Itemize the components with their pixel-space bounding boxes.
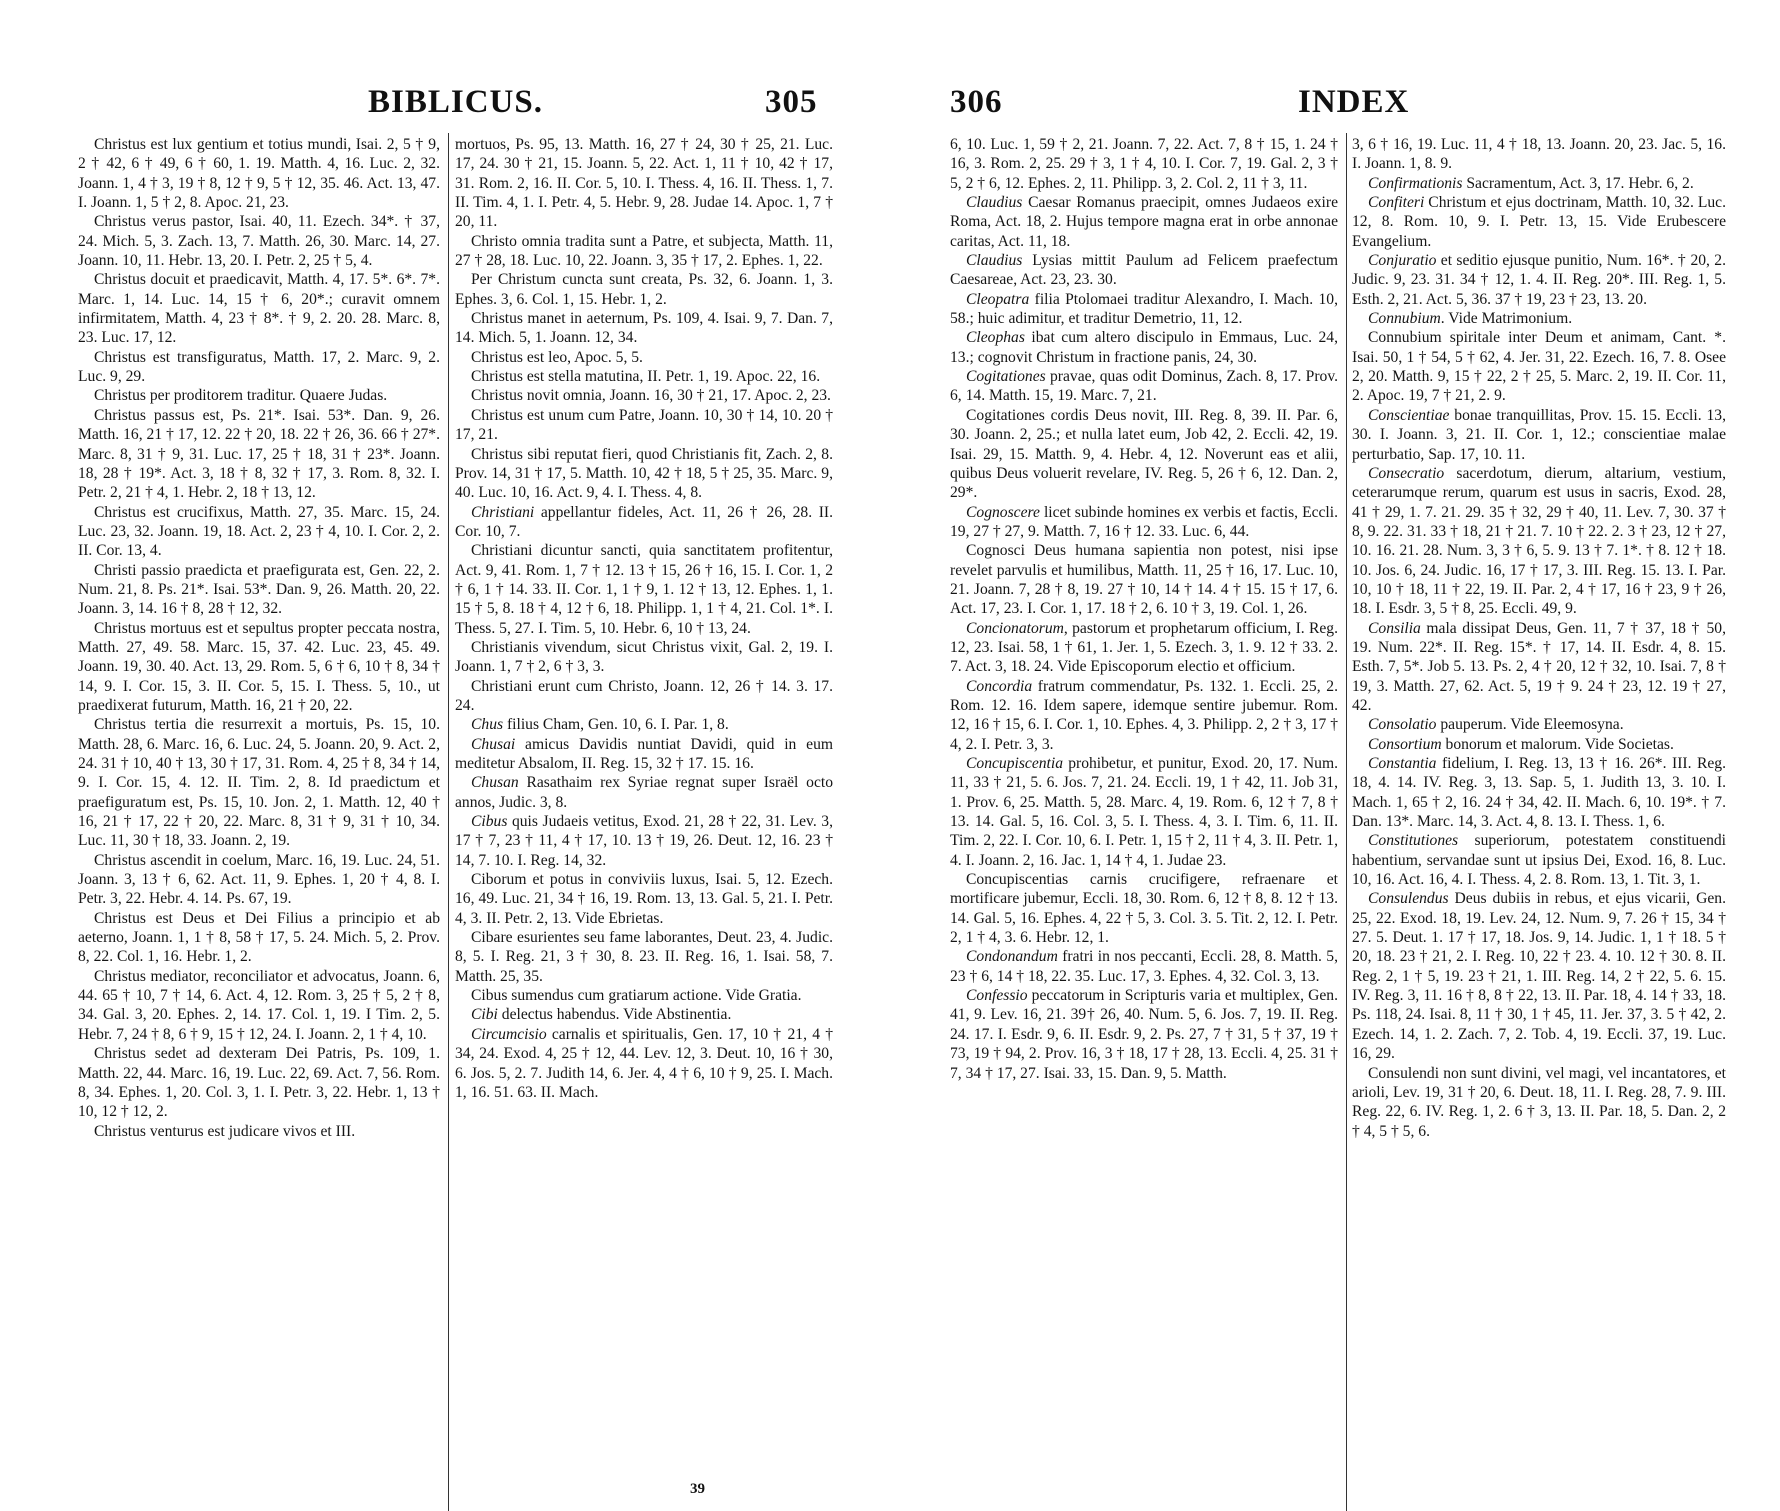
entry-text: Ciborum et potus in conviviis luxus, Isai. 5, 12. Ezech. 16, 49. Luc. 21, 34 † 16, 19. Rom. 13, 13. Gal. 5, 21. I. Petr. 4, 3. II. Petr. 2, 13. Vide Ebrietas. — [455, 871, 833, 927]
entry-lemma: Confessio — [966, 987, 1028, 1005]
index-entry — [78, 619, 440, 716]
index-entry — [455, 348, 833, 367]
entry-lemma: Chus — [471, 716, 504, 734]
entry-lemma: Consecratio — [1368, 464, 1445, 482]
entry-text: Rasathaim rex Syriae regnat super Israël octo annos, Judic. 3, 8. — [455, 774, 833, 811]
entry-lemma: Constitutiones — [1368, 832, 1459, 850]
index-entry — [455, 1025, 833, 1102]
index-entry — [78, 406, 440, 503]
entry-text: filia Ptolomaei traditur Alexandro, I. Mach. 10, 58.; huic adimitur, et traditur Demetrio, 11, 12. — [950, 290, 1338, 328]
entry-lemma: Cibus — [471, 813, 508, 831]
entry-text: Christus sedet ad dexteram Dei Patris, Ps. 109, 1. Matth. 22, 44. Marc. 16, 19. Luc. 22, 69. Act. 7, 56. Rom. 8, 34. Ephes. 1, 20. Col. 3, 1. I. Petr. 3, 22. Hebr. 1, 13 † 10, 12 † 12, 2. — [78, 1045, 440, 1121]
entry-text: Connubium spiritale inter Deum et animam, Cant. *. Isai. 50, 1 † 54, 5 † 62, 4. Jer. 31, 22. Ezech. 16, 7. 8. Osee 2, 20. Matth. 9, 15 † 22, 2 † 25, 5. Marc. 2, 19. II. Cor. 11, 2. Apoc. 19, 7 † 21, 2. 9. — [1352, 329, 1726, 405]
index-entry — [455, 270, 833, 309]
entry-lemma: Consortium — [1368, 735, 1442, 753]
entry-text: appellantur fideles, Act. 11, 26 † 26, 28. II. Cor. 10, 7. — [455, 503, 833, 540]
entry-text: mortuos, Ps. 95, 13. Matth. 16, 27 † 24, 30 † 25, 21. Luc. 17, 24. 30 † 21, 15. Joann. 5, 22. Act. 1, 11 † 10, 42 † 17, 31. Rom. 2, 16. II. Cor. 5, 10. I. Thess. 4, 16. II. Thess. 1, 7. II. Tim. 4, 1. I. Petr. 4, 5. Hebr. 9, 28. Judae 14. Apoc. 1, 7 † 20, 11. — [455, 136, 833, 231]
column-rule — [448, 133, 449, 1511]
index-entry — [455, 503, 833, 542]
left-column-2 — [455, 135, 833, 1435]
entry-text: Cognosci Deus humana sapientia non potest, nisi ipse revelet parvulis et humilibus, Matth. 11, 25 † 16, 17. Luc. 10, 21. Joann. 7, 28 † 8, 19. 27 † 10, 14 † 14. 4 † 15. 15 † 17, 6. Act. 17, 23. I. Cor. 1, 17. 18 † 2, 6. 10 † 3, 19. Col. 1, 26. — [950, 542, 1338, 618]
entry-text: sacerdotum, dierum, altarium, vestium, ceterarumque rerum, quarum est usus in sacris, Exod. 28, 41 † 29, 1. 7. 21. 29. 35 † 32, 29 † 40, 11. Lev. 7, 30. 37 † 8, 9. 22. 31. 33 † 18, 21 † 21. 7. 10 † 22. 2. 3 † 23, 12 † 27, 10. 16. 21. 28. Num. 3, 3 † 6, 5. 9. 13 † 7. 1*. † 8. 12 † 18. 10. Jos. 6, 24. Judic. 16, 17 † 17, 3. III. Reg. 15. 13. I. Par. 10, 10 † 18, 11 † 22, 19. II. Par. 2, 4 † 17, 16 † 23, 9 † 26, 18. I. Esdr. 3, 5 † 8, 25. Eccli. 49, 9. — [1352, 464, 1726, 618]
entry-lemma: Confirmationis — [1368, 174, 1463, 192]
entry-text: Christus manet in aeternum, Ps. 109, 4. Isai. 9, 7. Dan. 7, 14. Mich. 5, 1. Joann. 12, 34. — [455, 310, 833, 347]
entry-text: Christiani erunt cum Christo, Joann. 12, 26 † 14. 3. 17. 24. — [455, 677, 833, 714]
signature-mark: 39 — [690, 1481, 705, 1497]
index-entry — [455, 638, 833, 677]
entry-lemma: Constantia — [1368, 755, 1437, 772]
entry-text: Consulendi non sunt divini, vel magi, vel incantatores, et arioli, Lev. 19, 31 † 20, 6. Deut. 18, 11. I. Reg. 28, 7. 9. III. Reg. 22, 6. IV. Reg. 1, 2. 6 † 3, 13. II. Par. 18, 5. Dan. 2, 2 † 4, 5 † 5, 6. — [1352, 1064, 1726, 1140]
index-entry — [455, 445, 833, 503]
right-column-1 — [950, 135, 1338, 1435]
entry-text: Christus est transfiguratus, Matth. 17, 2. Marc. 9, 2. Luc. 9, 29. — [78, 348, 440, 386]
index-entry — [1352, 193, 1726, 251]
entry-text: et seditio ejusque punitio, Num. 16*. † 20, 2. Judic. 9, 23. 31. 34 † 12, 1. 4. II. Reg. 20*. III. Reg. 1, 5. Esth. 2, 21. Act. 5, 36. 37 † 19, 23 † 23, 13. 20. — [1352, 252, 1726, 308]
entry-text: carnalis et spiritualis, Gen. 17, 10 † 21, 4 † 34, 24. Exod. 4, 25 † 12, 44. Lev. 12, 3. Deut. 10, 16 † 30, 6. Jos. 5, 2. 7. Judith 14, 6. Jer. 4, 4 † 6, 10 † 9, 25. I. Mach. 1, 16. 51. 63. II. Mach. — [455, 1025, 833, 1101]
index-entry — [455, 406, 833, 445]
entry-text: Cibare esurientes seu fame laborantes, Deut. 23, 4. Judic. 8, 5. I. Reg. 21, 3 † 30, 8. 23. II. Reg. 16, 1. Isai. 58, 7. Matth. 25, 35. — [455, 929, 833, 985]
entry-text: , pastorum et prophetarum officium, I. Reg. 12, 23. Isai. 58, 1 † 61, 1. Jer. 1, 5. Ezech. 3, 1. 9. 12 † 33. 2. 7. Act. 3, 18. 24. Vide Episcoporum electio et officium. — [950, 619, 1338, 676]
entry-text: mala dissipat Deus, Gen. 11, 7 † 37, 18 † 50, 19. Num. 22*. II. Reg. 15*. † 17, 14. II. Esdr. 4, 8. 15. Esth. 7, 5*. Job 5. 13. Ps. 2, 4 † 20, 12 † 32, 10. Isai. 7, 8 † 19, 3. Matth. 27, 62. Act. 5, 19 † 9. 24 † 23, 12. 19 † 27, 42. — [1352, 619, 1726, 714]
entry-text: Christus est leo, Apoc. 5, 5. — [471, 348, 643, 366]
entry-text: . Vide Matrimonium. — [1440, 310, 1573, 328]
entry-text: Sacramentum, Act. 3, 17. Hebr. 6, 2. — [1462, 174, 1694, 192]
entry-text: pauperum. Vide Eleemosyna. — [1436, 716, 1624, 734]
column-rule — [1346, 133, 1347, 1511]
entry-text: licet subinde homines ex verbis et factis, Eccli. 19, 27 † 27, 9. Matth. 7, 16 † 12. 33. Luc. 6, 44. — [950, 503, 1338, 540]
entry-lemma: Cleophas — [966, 329, 1025, 347]
entry-text: pravae, quas odit Dominus, Zach. 8, 17. Prov. 6, 14. Matth. 15, 19. Marc. 7, 21. — [950, 368, 1338, 405]
index-entry — [950, 135, 1338, 193]
index-entry — [1352, 406, 1726, 464]
entry-text: superiorum, potestatem constituendi habentium, servandae sunt ut ipsius Dei, Exod. 16, 8. Luc. 10, 16. Act. 16, 4. I. Thess. 4, 2. 8. Rom. 13, 1. Tit. 3, 1. — [1352, 832, 1726, 889]
entry-lemma: Concordia — [966, 677, 1033, 695]
entry-lemma: Circumcisio — [471, 1025, 547, 1043]
entry-lemma: Connubium — [1368, 310, 1441, 328]
entry-text: Christus est Deus et Dei Filius a principio et ab aeterno, Joann. 1, 1 † 8, 58 † 17, 5. 24. Mich. 5, 2. Prov. 8, 22. Col. 1, 16. Hebr. 1, 2. — [78, 909, 440, 966]
entry-text: Christiani dicuntur sancti, quia sanctitatem profitentur, Act. 9, 41. Rom. 1, 7 † 12. 13 † 15, 26 † 16, 15. I. Cor. 1, 2 † 6, 1 † 14. 33. II. Cor. 1, 1 † 9, 1. 12 † 13, 12. Ephes. 1, 1. 15 † 5, 8. 18 † 4, 12 † 6, 18. Philipp. 1, 1 † 4, 21. Col. 1*. I. Thess. 5, 27. I. Tim. 5, 10. Hebr. 6, 10 † 13, 24. — [455, 542, 833, 637]
index-entry — [455, 928, 833, 986]
index-entry — [455, 1005, 833, 1024]
index-entry — [455, 309, 833, 348]
entry-text: bonae tranquillitas, Prov. 15. 15. Eccli. 13, 30. I. Joann. 3, 21. II. Cor. 1, 12.; conscientiae malae perturbatio, Sap. 17, 10. 11. — [1352, 406, 1726, 463]
index-entry — [455, 715, 833, 734]
entry-text: filius Cham, Gen. 10, 6. I. Par. 1, 8. — [503, 716, 729, 734]
index-entry — [1352, 309, 1726, 328]
index-entry — [455, 986, 833, 1005]
entry-text: fratri in nos peccanti, Eccli. 28, 8. Matth. 5, 23 † 6, 14 † 18, 22. 35. Luc. 17, 3. Ephes. 4, 32. Col. 3, 13. — [950, 948, 1338, 985]
entry-lemma: Consulendus — [1368, 890, 1449, 908]
index-entry — [78, 715, 440, 850]
index-entry — [1352, 831, 1726, 889]
entry-text: Christo omnia tradita sunt a Patre, et subjecta, Matth. 11, 27 † 28, 18. Luc. 10, 22. Joann. 3, 35 † 17, 2. Ephes. 1, 22. — [455, 232, 833, 270]
entry-lemma: Christiani — [471, 503, 535, 521]
entry-lemma: Chusan — [471, 774, 519, 792]
entry-text: Christus venturus est judicare vivos et III. — [94, 1122, 356, 1140]
entry-text: Christus tertia die resurrexit a mortuis, Ps. 15, 10. Matth. 28, 6. Marc. 16, 6. Luc. 24, 5. Joann. 20, 9. Act. 2, 24. 31 † 10, 40 † 13, 30 † 17, 31. Rom. 4, 25 † 8, 34 † 14, 9. I. Cor. 15, 4. 12. II. Tim. 2, 8. Id praedictum et praefiguratum est, Ps. 15, 10. Jon. 2, 1. Matth. 12, 40 † 16, 21 † 17, 22 † 20, 22. Marc. 8, 31 † 9, 31 † 10, 34. Luc. 11, 30 † 18, 33. Joann. 2, 19. — [78, 716, 440, 850]
index-entry — [78, 1122, 440, 1141]
entry-text: 6, 10. Luc. 1, 59 † 2, 21. Joann. 7, 22. Act. 7, 8 † 15, 1. 24 † 16, 3. Rom. 2, 25. 29 † 3, 1 † 4, 10. I. Cor. 7, 19. Gal. 2, 3 † 5, 2 † 6, 12. Ephes. 2, 11. Philipp. 3, 2. Col. 2, 11 † 3, 11. — [950, 136, 1338, 192]
index-entry — [1352, 251, 1726, 309]
entry-text: Christum et ejus doctrinam, Matth. 10, 32. Luc. 12, 8. Rom. 10, 9. I. Petr. 13, 15. Vide Erubescere Evangelium. — [1352, 194, 1726, 250]
right-page — [890, 0, 1780, 1500]
index-entry — [78, 348, 440, 387]
entry-text: Christus per proditorem traditur. Quaere Judas. — [94, 387, 388, 405]
entry-text: amicus Davidis nuntiat Davidi, quid in eum meditetur Absalom, II. Reg. 15, 32 † 17. 15. 16. — [455, 735, 833, 772]
entry-lemma: Claudius — [966, 252, 1023, 270]
entry-text: Christus novit omnia, Joann. 16, 30 † 21, 17. Apoc. 2, 23. — [471, 387, 831, 405]
index-entry — [1352, 1064, 1726, 1141]
index-entry — [950, 290, 1338, 329]
entry-text: Christus docuit et praedicavit, Matth. 4, 17. 5*. 6*. 7*. Marc. 1, 14. Luc. 14, 15 † 6, 20*.; curavit omnem infirmitatem, Matth. 4, 23 † 8*. † 9, 2. 20. 28. Marc. 8, 23. Luc. 17, 12. — [78, 271, 440, 347]
entry-lemma: Conscientiae — [1368, 406, 1450, 424]
index-entry — [1352, 619, 1726, 716]
entry-text: bonorum et malorum. Vide Societas. — [1441, 735, 1674, 753]
index-entry — [1352, 754, 1726, 831]
entry-text: Christus est lux gentium et totius mundi, Isai. 2, 5 † 9, 2 † 42, 6 † 49, 6 † 60, 1. 19. Matth. 4, 16. Luc. 2, 32. Joann. 1, 4 † 3, 19 † 8, 12 † 9, 5 † 12, 35. 46. Act. 13, 47. I. Joann. 1, 5 † 2, 8. Apoc. 21, 23. — [78, 136, 440, 212]
index-entry — [950, 328, 1338, 367]
index-entry — [455, 773, 833, 812]
index-entry — [950, 947, 1338, 986]
entry-text: fidelium, I. Reg. 13, 13 † 16. 26*. III. Reg. 18, 4. 14. IV. Reg. 3, 13. Sap. 5, 1. Judith 13, 3. 10. I. Mach. 1, 65 † 2, 16. 24 † 34, 42. II. Mach. 6, 10. 19*. † 7. Dan. 13*. Marc. 14, 3. Act. 4, 8. 13. I. Thess. 1, 6. — [1352, 755, 1726, 831]
index-entry — [455, 812, 833, 870]
index-entry — [1352, 464, 1726, 619]
index-entry — [1352, 328, 1726, 405]
entry-text: Concupiscentias carnis crucifigere, refraenare et mortificare jubemur, Eccli. 18, 30. Rom. 6, 12 † 8, 8. 12 † 13. 14. Gal. 5, 16. Ephes. 4, 22 † 5, 3. Col. 3. 5. Tit. 2, 12. I. Petr. 2, 1 † 4, 3. 6. Hebr. 12, 1. — [950, 871, 1338, 947]
entry-text: Christus verus pastor, Isai. 40, 11. Ezech. 34*. † 37, 24. Mich. 5, 3. Zach. 13, 7. Matth. 26, 30. Marc. 14, 27. Joann. 10, 11. Hebr. 13, 20. I. Petr. 2, 25 † 5, 4. — [78, 213, 440, 270]
entry-lemma: Claudius — [966, 194, 1023, 212]
entry-text: Christus est stella matutina, II. Petr. 1, 19. Apoc. 22, 16. — [471, 368, 821, 386]
index-entry — [950, 754, 1338, 870]
entry-lemma: Conjuratio — [1368, 252, 1437, 270]
entry-text: Christi passio praedicta et praefigurata est, Gen. 22, 2. Num. 21, 8. Ps. 21*. Isai. 53*. Dan. 9, 26. Matth. 20, 22. Joann. 3, 14. 16 † 8, 28 † 12, 32. — [78, 561, 440, 618]
index-entry — [950, 986, 1338, 1083]
index-entry — [455, 677, 833, 716]
index-entry — [78, 1044, 440, 1121]
entry-lemma: Cogitationes — [966, 368, 1046, 386]
entry-text: Christus passus est, Ps. 21*. Isai. 53*. Dan. 9, 26. Matth. 16, 21 † 17, 12. 22 † 20, 18. 22 † 26, 36. 66 † 27*. Marc. 8, 31 † 9, 31. Luc. 17, 25 † 18, 31 † 23*. Joann. 18, 28 † 19*. Act. 3, 18 † 8, 32 † 17, 3. Rom. 8, 32. I. Petr. 2, 21 † 4, 1. Hebr. 2, 18 † 13, 12. — [78, 406, 440, 502]
index-entry — [78, 967, 440, 1044]
entry-lemma: Consilia — [1368, 619, 1421, 637]
index-entry — [78, 135, 440, 212]
entry-lemma: Cleopatra — [966, 290, 1030, 308]
entry-text: Christus est crucifixus, Matth. 27, 35. Marc. 15, 24. Luc. 23, 32. Joann. 19, 18. Act. 2, 23 † 4, 10. I. Cor. 2, 2. II. Cor. 13, 4. — [78, 503, 440, 560]
index-entry — [950, 677, 1338, 754]
entry-text: delectus habendus. Vide Abstinentia. — [497, 1006, 732, 1024]
index-entry — [455, 541, 833, 638]
page-number: 306 — [950, 84, 1003, 120]
running-head: BIBLICUS. — [368, 84, 543, 120]
entry-text: Per Christum cuncta sunt creata, Ps. 32, 6. Joann. 1, 3. Ephes. 3, 6. Col. 1, 15. Hebr. 1, 2. — [455, 271, 833, 308]
index-entry — [78, 270, 440, 347]
running-head: INDEX — [1298, 84, 1410, 120]
index-entry — [1352, 174, 1726, 193]
index-entry — [78, 386, 440, 405]
index-entry — [950, 251, 1338, 290]
left-column-1 — [78, 135, 440, 1435]
entry-text: quis Judaeis vetitus, Exod. 21, 28 † 22, 31. Lev. 3, 17 † 7, 23 † 11, 4 † 17, 10. 13 † 19, 26. Deut. 12, 16. 23 † 14, 7. 10. I. Reg. 14, 32. — [455, 813, 833, 869]
left-page — [0, 0, 890, 1500]
entry-text: Christus est unum cum Patre, Joann. 10, 30 † 14, 10. 20 † 17, 21. — [455, 406, 833, 444]
entry-text: Christus mediator, reconciliator et advocatus, Joann. 6, 44. 65 † 10, 7 † 14, 6. Act. 4, 12. Rom. 3, 25 † 5, 2 † 8, 34. Gal. 3, 20. Ephes. 2, 14. 17. Col. 1, 19. I Tim. 2, 5. Hebr. 7, 24 † 8, 6 † 9, 15 † 12, 24. I. Joann. 2, 1 † 4, 10. — [78, 967, 440, 1043]
index-entry — [1352, 715, 1726, 734]
entry-text: Lysias mittit Paulum ad Felicem praefectum Caesareae, Act. 23, 23. 30. — [950, 252, 1338, 289]
index-entry — [455, 870, 833, 928]
entry-text: Christus ascendit in coelum, Marc. 16, 19. Luc. 24, 51. Joann. 3, 13 † 6, 62. Act. 11, 9. Ephes. 1, 20 † 4, 8. I. Petr. 3, 22. Hebr. 4. 14. Ps. 67, 19. — [78, 851, 440, 908]
entry-lemma: Cognoscere — [966, 503, 1040, 521]
entry-lemma: Confiteri — [1368, 194, 1425, 212]
index-entry — [950, 503, 1338, 542]
index-entry — [1352, 135, 1726, 174]
index-entry — [950, 870, 1338, 947]
entry-lemma: Cibi — [471, 1006, 498, 1024]
entry-text: fratrum commendatur, Ps. 132. 1. Eccli. 25, 2. Rom. 12. 16. Idem sapere, idemque sentire jubemur. Rom. 12, 16 † 15, 6. I. Cor. 1, 10. Ephes. 4, 3. Philipp. 2, 2 † 3, 17 † 4, 2. I. Petr. 3, 3. — [950, 677, 1338, 753]
entry-text: Cogitationes cordis Deus novit, III. Reg. 8, 39. II. Par. 6, 30. Joann. 2, 25.; et nulla latet eum, Job 42, 2. Eccli. 42, 19. Isai. 29, 15. Matth. 9, 4. Hebr. 4, 12. Noverunt eas et alii, quibus Deus voluerit revelare, IV. Reg. 5, 26 † 6, 12. Dan. 2, 29*. — [950, 406, 1338, 502]
entry-lemma: Concupiscentia — [966, 755, 1064, 772]
page-number: 305 — [765, 84, 818, 120]
index-entry — [1352, 889, 1726, 1063]
index-entry — [1352, 735, 1726, 754]
entry-lemma: Chusai — [471, 735, 516, 753]
index-entry — [455, 135, 833, 232]
entry-text: Christus sibi reputat fieri, quod Christianis fit, Zach. 2, 8. Prov. 14, 31 † 17, 5. Matth. 10, 42 † 18, 5 † 25, 35. Marc. 9, 40. Luc. 10, 16. Act. 9, 4. I. Thess. 4, 8. — [455, 445, 833, 502]
index-entry — [950, 193, 1338, 251]
index-entry — [950, 406, 1338, 503]
right-column-2 — [1352, 135, 1726, 1435]
entry-lemma: Condonandum — [966, 948, 1058, 966]
entry-text: Cibus sumendus cum gratiarum actione. Vide Gratia. — [471, 987, 802, 1005]
entry-text: Deus dubiis in rebus, et ejus vicarii, Gen. 25, 22. Exod. 18, 19. Lev. 24, 12. Num. 9, 7. 26 † 15, 34 † 27. 5. Deut. 1. 17 † 17, 18. Jos. 9, 14. Judic. 1, 1 † 18. 5 † 20, 18. 23 † 21, 2. I. Reg. 10, 22 † 23. 4. 10. 12 † 30. 8. II. Reg. 2, 1 † 5, 19. 23 † 21, 1. III. Reg. 14, 2 † 22, 5. 6. 15. IV. Reg. 3, 11. 16 † 8, 8 † 22, 13. II. Par. 18, 4. 14 † 33, 18. Ps. 118, 24. Isai. 8, 11 † 30, 1 † 45, 11. Jer. 37, 3. 5 † 42, 2. Ezech. 14, 1. 2. Zach. 7, 2. Tob. 4, 19. Eccli. 37, 19. Luc. 16, 29. — [1352, 890, 1726, 1063]
index-entry — [950, 541, 1338, 618]
index-entry — [950, 619, 1338, 677]
index-entry — [78, 851, 440, 909]
entry-lemma: Consolatio — [1368, 716, 1437, 734]
index-entry — [78, 561, 440, 619]
entry-text: 3, 6 † 16, 19. Luc. 11, 4 † 18, 13. Joann. 20, 23. Jac. 5, 16. I. Joann. 1, 8. 9. — [1352, 136, 1726, 173]
entry-text: peccatorum in Scripturis varia et multiplex, Gen. 41, 9. Lev. 16, 21. 39† 26, 40. Num. 5, 6. Jos. 7, 19. II. Reg. 24. 17. I. Esdr. 9, 6. II. Esdr. 9, 2. Ps. 27, 7 † 31, 5 † 37, 19 † 73, 19 † 94, 2. Prov. 16, 3 † 18, 17 † 28, 13. Eccli. 4, 25. 31 † 7, 34 † 17, 27. Isai. 33, 15. Dan. 9, 5. Matth. — [950, 987, 1338, 1082]
index-entry — [950, 367, 1338, 406]
entry-text: Christus mortuus est et sepultus propter peccata nostra, Matth. 27, 49. 58. Marc. 15, 37. 42. Luc. 23, 45. 49. Joann. 19, 30. 40. Act. 13, 29. Rom. 5, 6 † 6, 10 † 8, 34 † 14, 9. I. Cor. 15, 3. II. Cor. 5, 15. I. Thess. 5, 10., ut praedixerat futurum, Matth. 16, 21 † 20, 22. — [78, 619, 440, 714]
index-entry — [78, 212, 440, 270]
entry-text: Caesar Romanus praecipit, omnes Judaeos exire Roma, Act. 18, 2. Hujus tempore magna erat in orbe annonae caritas, Act. 11, 18. — [950, 194, 1338, 250]
index-entry — [455, 367, 833, 386]
index-entry — [78, 909, 440, 967]
index-entry — [455, 232, 833, 271]
entry-text: Christianis vivendum, sicut Christus vixit, Gal. 2, 19. I. Joann. 1, 7 † 2, 6 † 3, 3. — [455, 638, 833, 676]
index-entry — [455, 386, 833, 405]
entry-text: prohibetur, et punitur, Exod. 20, 17. Num. 11, 33 † 21, 5. 6. Jos. 7, 21. 24. Eccli. 19, 1 † 42, 11. Job 31, 1. Prov. 6, 25. Matth. 5, 28. Marc. 4, 19. Rom. 6, 12 † 7, 8 † 13. 14. Gal. 5, 16. Col. 3, 5. I. Thess. 4, 3. I. Tim. 6, 11. II. Tim. 2, 22. I. Cor. 10, 6. I. Petr. 1, 15 † 2, 11 † 4, 3. II. Petr. 1, 4. I. Joann. 2, 16. Jac. 1, 14 † 4, 1. Judae 23. — [950, 755, 1338, 869]
index-entry — [455, 735, 833, 774]
entry-text: ibat cum altero discipulo in Emmaus, Luc. 24, 13.; cognovit Christum in fractione panis, 24, 30. — [950, 329, 1338, 366]
entry-lemma: Concionatorum — [966, 619, 1064, 637]
index-entry — [78, 503, 440, 561]
